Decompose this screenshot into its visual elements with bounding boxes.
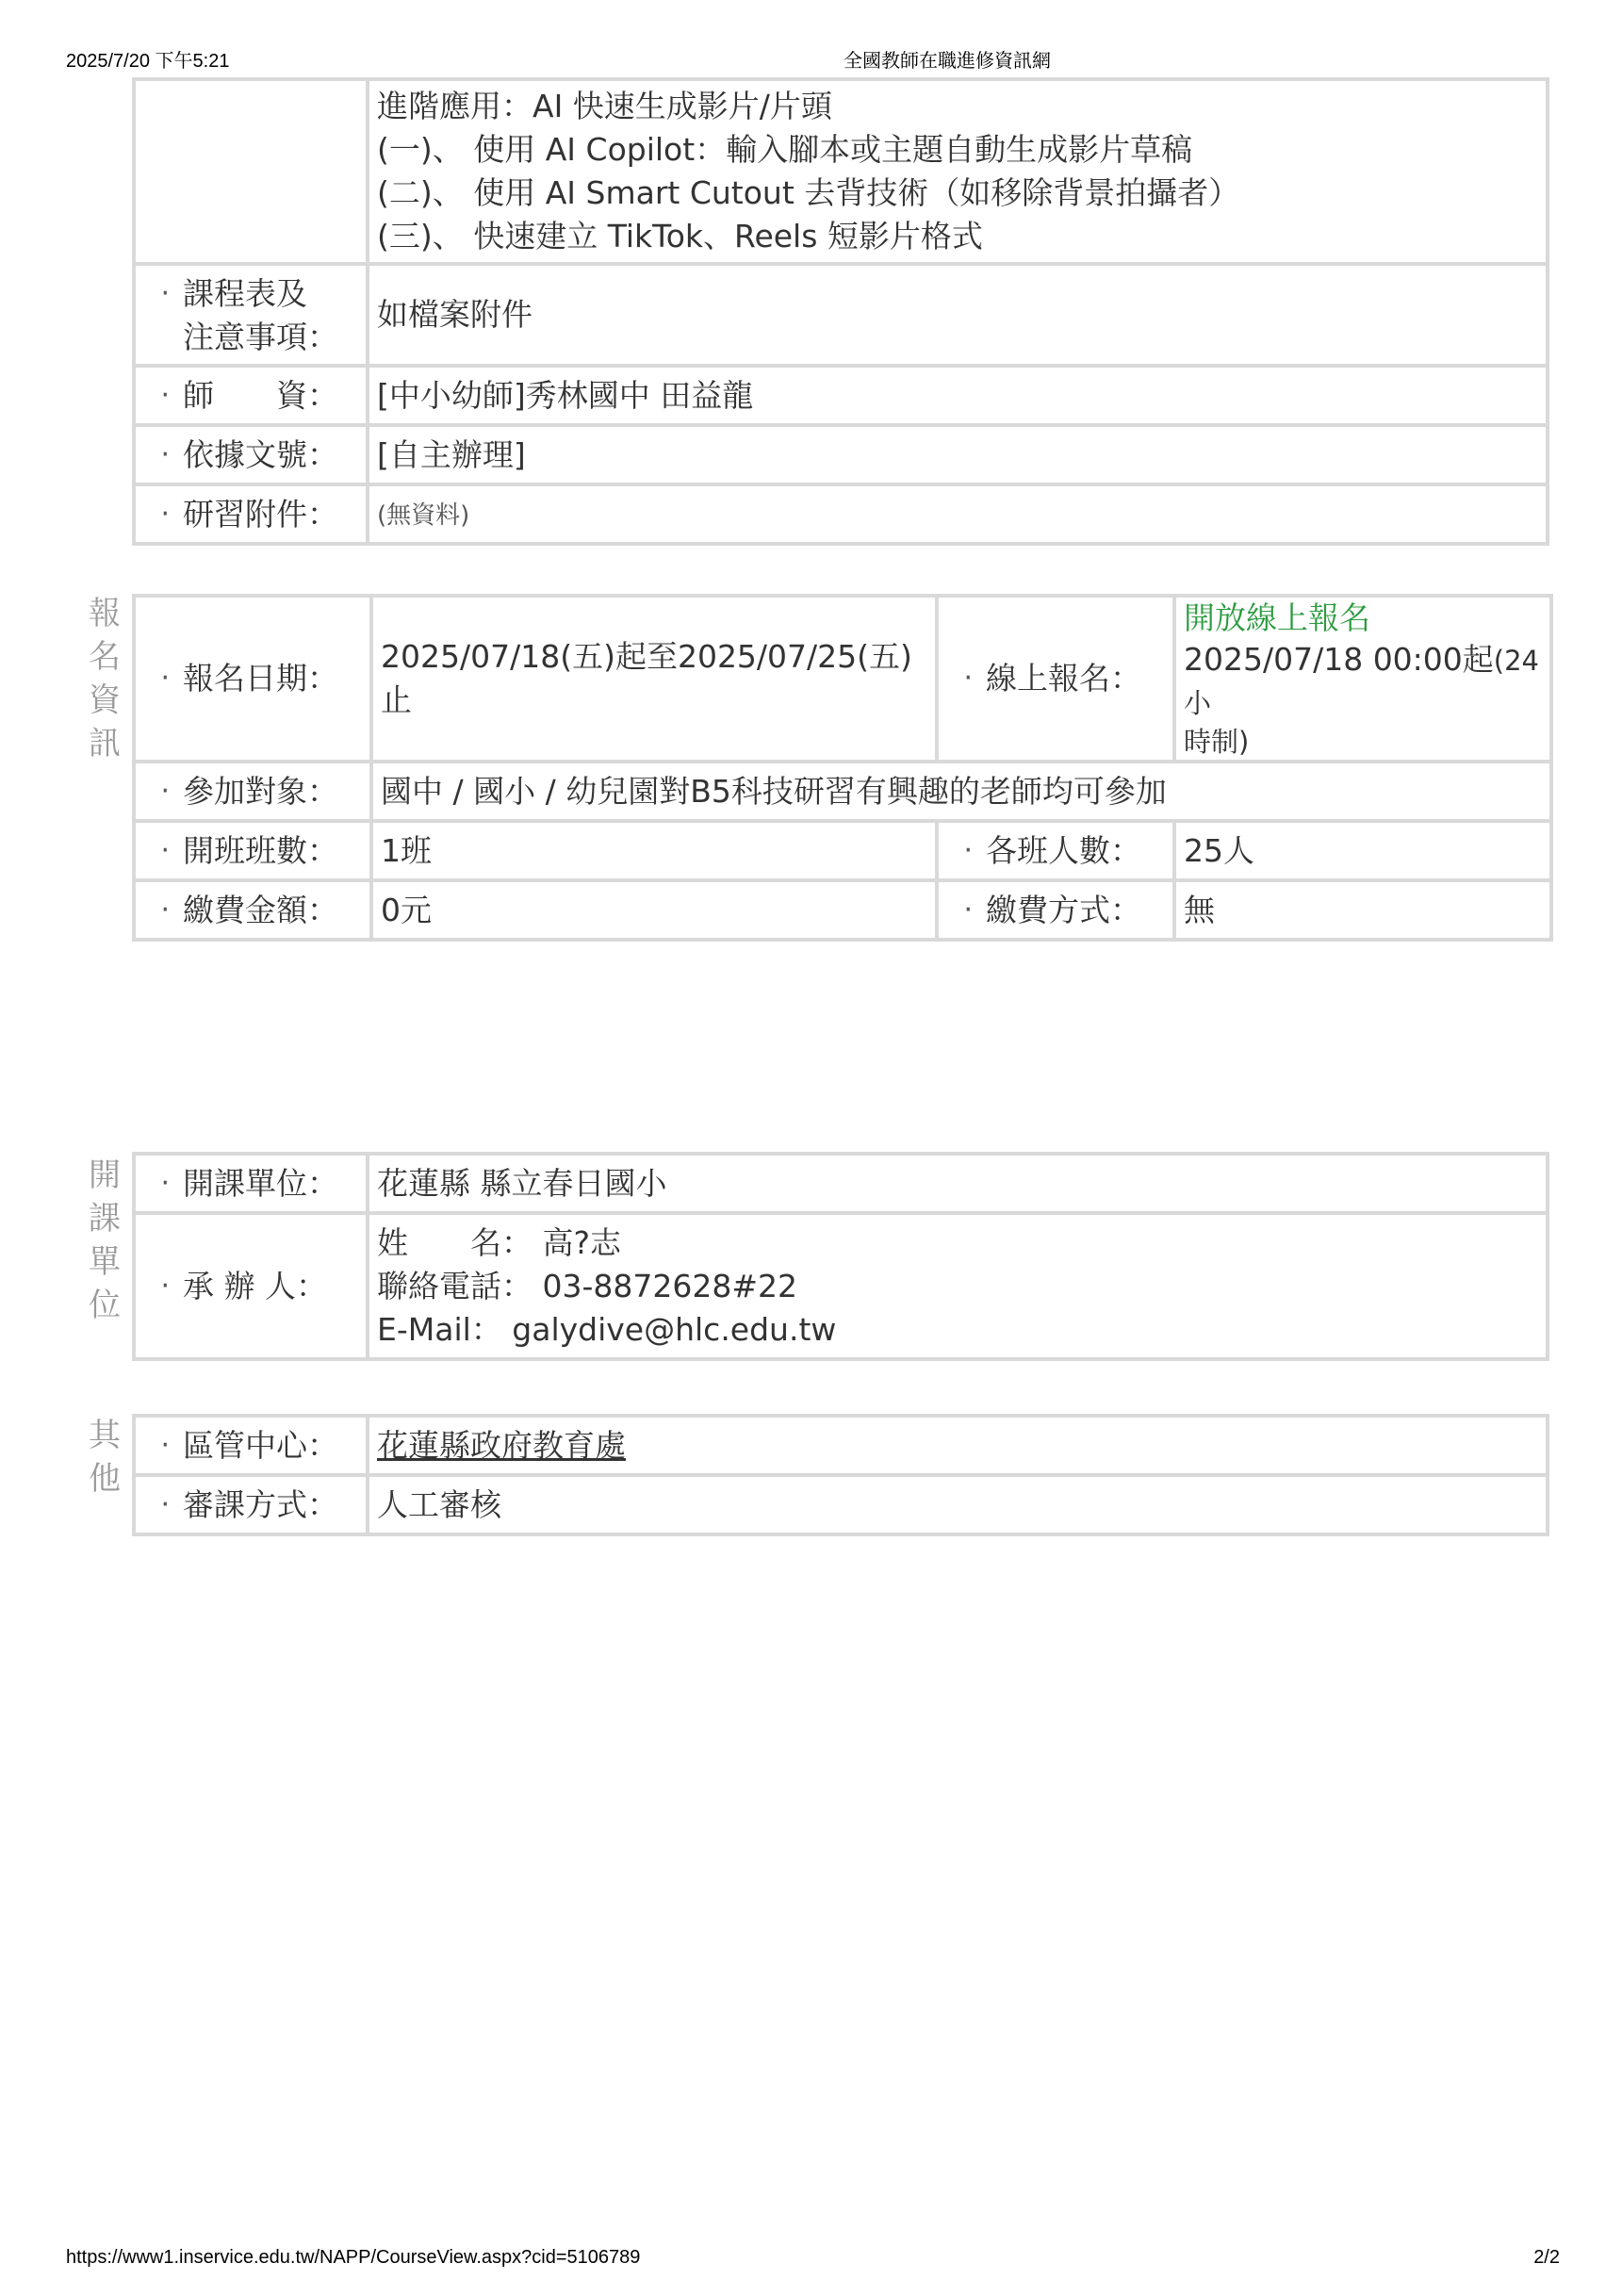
review-value: 人工審核 [368,1475,1548,1534]
course-details-table [132,77,1549,546]
section-title-char: 報 [89,595,121,632]
page-url: https://www1.inservice.edu.tw/NAPP/CourseView.aspx?cid=5106789 [66,2247,641,2268]
handler-phone: 聯絡電話： 03-8872628#22 [377,1267,797,1304]
bullet-dot: · [160,1487,170,1521]
organizer-table [132,1152,1549,1361]
bullet-dot: · [160,833,170,867]
section-title-char: 他 [89,1460,121,1498]
teacher-label: 師 資： [183,376,338,414]
handler-value-cell [368,1213,1548,1359]
unit-label-cell [134,1154,368,1213]
online-reg-note-cont: 時制) [1184,726,1250,758]
bullet-dot: · [160,1428,170,1462]
bullet-dot: · [160,378,170,412]
section-title-char: 單 [89,1243,121,1281]
online-reg-label-cell [937,596,1174,762]
basis-label-cell [134,425,368,484]
content-line: 進階應用：AI 快速生成影片/片頭 [377,88,832,124]
online-reg-time: 2025/07/18 00:00起 [1184,641,1494,678]
center-link[interactable]: 花蓮縣政府教育處 [377,1426,626,1464]
per-class-value: 25人 [1174,821,1551,880]
bullet-dot: · [963,662,973,695]
page-number: 2/2 [1533,2247,1560,2268]
basis-label: 依據文號： [183,435,338,473]
reg-date-label-cell [134,596,371,762]
content-line: (一)、 使用 AI Copilot：輸入腳本或主題自動生成影片草稿 [377,131,1193,168]
audience-value: 國中 / 國小 / 幼兒園對B5科技研習有興趣的老師均可參加 [371,762,1551,821]
bullet-dot: · [160,1166,170,1200]
schedule-value: 如檔案附件 [368,264,1548,366]
classes-label-cell [134,821,371,880]
attachment-value: (無資料) [377,501,470,530]
bullet-dot: · [160,497,170,531]
content-line: (二)、 使用 AI Smart Cutout 去背技術（如移除背景拍攝者） [377,174,1240,211]
online-reg-label: 線上報名： [986,660,1141,697]
handler-label-cell [134,1213,368,1359]
section-title-char: 其 [89,1417,121,1454]
organizer-section-title [83,1154,126,1327]
section-title-char: 資 [89,681,121,719]
section-title-char: 訊 [89,725,121,763]
fee-label: 繳費金額： [183,891,338,928]
online-reg-status: 開放線上報名 [1184,599,1370,636]
schedule-label-line1: 課程表及 [183,275,307,312]
per-class-label: 各班人數： [986,831,1141,869]
bullet-dot: · [160,437,170,471]
reg-date-value: 2025/07/18(五)起至2025/07/25(五)止 [371,596,937,762]
course-content-cell [368,79,1548,264]
bullet-dot: · [160,893,170,927]
pay-label-cell [937,880,1174,940]
review-label: 審課方式： [183,1485,338,1523]
basis-value: [自主辦理] [368,425,1548,484]
classes-label: 開班班數： [183,831,338,869]
classes-value: 1班 [371,821,937,880]
center-label-cell [134,1416,368,1475]
schedule-label-cell [134,264,368,366]
content-line: (三)、 快速建立 TikTok、Reels 短影片格式 [377,218,983,254]
pay-label: 繳費方式： [986,891,1141,928]
center-value-cell [368,1416,1548,1475]
audience-label-cell [134,762,371,821]
section-title-char: 課 [89,1200,121,1238]
other-section-title [83,1414,126,1501]
other-table [132,1414,1549,1536]
pay-value: 無 [1174,880,1551,940]
teacher-value: [中小幼師]秀林國中 田益龍 [368,366,1548,425]
bullet-dot: · [963,893,973,927]
unit-label: 開課單位： [183,1164,338,1202]
bullet-dot: · [160,1269,170,1303]
online-reg-note: (24小 [1184,645,1540,719]
online-reg-value-cell [1174,596,1551,762]
handler-email: E-Mail： galydive@hlc.edu.tw [377,1310,837,1348]
schedule-label-line2: 注意事項： [183,319,338,355]
course-content-label-cell [134,79,368,264]
fee-label-cell [134,880,371,940]
print-datetime: 2025/7/20 下午5:21 [66,51,230,72]
center-label: 區管中心： [183,1426,338,1464]
registration-table [132,594,1553,942]
audience-label: 參加對象： [183,772,338,810]
bullet-dot: · [160,277,170,310]
attachment-value-cell [368,484,1548,544]
fee-value: 0元 [371,880,937,940]
section-title-char: 位 [89,1287,121,1324]
per-class-label-cell [937,821,1174,880]
attachment-label-cell [134,484,368,544]
section-title-char: 名 [89,638,121,676]
site-title: 全國教師在職進修資訊網 [844,51,1051,72]
bullet-dot: · [963,833,973,867]
handler-label: 承 辦 人： [183,1267,327,1304]
reg-date-label: 報名日期： [183,660,338,697]
review-label-cell [134,1475,368,1534]
handler-name: 姓 名： 高?志 [377,1223,622,1261]
registration-section-title [83,592,126,765]
teacher-label-cell [134,366,368,425]
unit-value: 花蓮縣 縣立春日國小 [368,1154,1548,1213]
attachment-label: 研習附件： [183,495,338,533]
bullet-dot: · [160,774,170,808]
section-title-char: 開 [89,1156,121,1194]
bullet-dot: · [160,662,170,695]
